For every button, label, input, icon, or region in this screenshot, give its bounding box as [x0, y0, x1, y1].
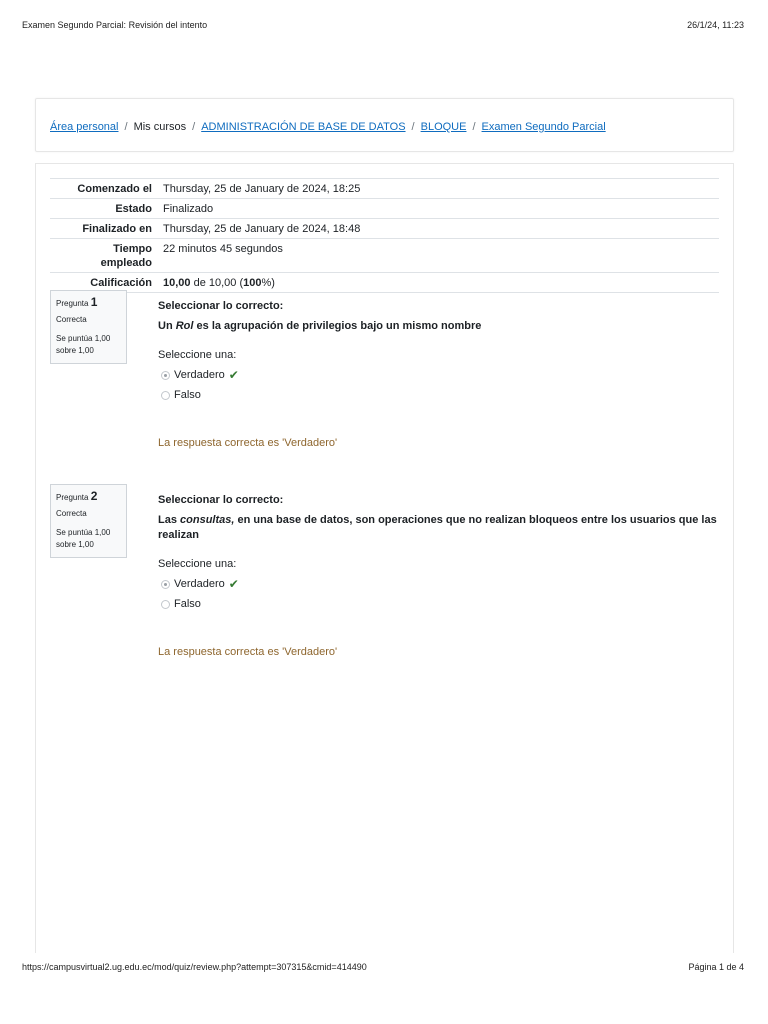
option-falso[interactable] — [158, 597, 720, 611]
question-1-info — [50, 290, 127, 364]
question-text — [158, 319, 720, 334]
question-text-part: Un — [158, 320, 176, 332]
option-label: Falso — [174, 389, 201, 401]
summary-value: Thursday, 25 de January de 2024, 18:48 — [163, 223, 361, 235]
breadcrumb — [50, 121, 606, 133]
question-grade-line: sobre 1,00 — [56, 540, 94, 549]
question-number: 2 — [90, 489, 98, 503]
question-state: Correcta — [56, 315, 87, 324]
radio-unchecked-icon[interactable] — [161, 391, 170, 400]
question-1-content — [158, 299, 720, 450]
question-grade-line: Se puntúa 1,00 — [56, 528, 111, 537]
radio-unchecked-icon[interactable] — [161, 600, 170, 609]
question-prompt: Seleccionar lo correcto: — [158, 300, 284, 312]
summary-label-line: Tiempo — [113, 243, 152, 255]
summary-row-time — [50, 239, 719, 273]
summary-label: Finalizado en — [82, 223, 152, 235]
question-grade-line: sobre 1,00 — [56, 346, 94, 355]
question-label: Pregunta — [56, 299, 89, 308]
question-feedback: La respuesta correcta es 'Verdadero' — [158, 437, 338, 449]
grade-percent: 100 — [243, 277, 262, 289]
option-verdadero[interactable] — [158, 577, 720, 591]
question-prompt: Seleccionar lo correcto: — [158, 494, 284, 506]
radio-checked-icon[interactable] — [161, 371, 170, 380]
question-text-part: es la agrupación de privilegios bajo un mismo nombre — [193, 320, 482, 332]
question-text-emphasis: Rol — [175, 320, 194, 332]
print-datetime: 26/1/24, 11:23 — [687, 20, 744, 30]
summary-row-started — [50, 179, 719, 199]
grade-mid: de 10,00 ( — [193, 277, 244, 289]
summary-row-finished — [50, 219, 719, 239]
breadcrumb-course[interactable]: ADMINISTRACIÓN DE BASE DE DATOS — [201, 121, 406, 133]
print-page-number: Página 1 de 4 — [688, 962, 744, 972]
attempt-summary-table — [50, 178, 719, 293]
summary-value: 22 minutos 45 segundos — [163, 243, 283, 255]
summary-label — [50, 239, 158, 273]
summary-label-line: empleado — [100, 257, 152, 269]
breadcrumb-separator: / — [124, 121, 128, 133]
option-label: Verdadero — [174, 369, 225, 381]
question-text-part: en una base de datos, son operaciones que no realizan bloqueos entre los usuarios que las realizan — [158, 514, 717, 541]
option-falso[interactable] — [158, 388, 720, 402]
breadcrumb-mis-cursos: Mis cursos — [133, 121, 187, 133]
select-one-label: Seleccione una: — [158, 558, 237, 570]
select-one-label: Seleccione una: — [158, 349, 237, 361]
question-text-emphasis: consultas, — [180, 514, 235, 526]
summary-label: Calificación — [90, 277, 152, 289]
summary-label: Comenzado el — [77, 183, 152, 195]
question-feedback: La respuesta correcta es 'Verdadero' — [158, 646, 338, 658]
breadcrumb-quiz[interactable]: Examen Segundo Parcial — [481, 121, 606, 133]
summary-value: Thursday, 25 de January de 2024, 18:25 — [163, 183, 361, 195]
grade-end: %) — [261, 277, 275, 289]
breadcrumb-separator: / — [192, 121, 196, 133]
question-text — [158, 513, 720, 543]
summary-row-state — [50, 199, 719, 219]
print-header — [22, 20, 744, 32]
question-label: Pregunta — [56, 493, 89, 502]
question-2-content — [158, 493, 720, 659]
breadcrumb-area-personal[interactable]: Área personal — [50, 121, 119, 133]
option-label: Verdadero — [174, 578, 225, 590]
question-state: Correcta — [56, 509, 87, 518]
question-text-part: Las — [158, 514, 181, 526]
summary-label: Estado — [115, 203, 152, 215]
print-url: https://campusvirtual2.ug.edu.ec/mod/quiz/review.php?attempt=307315&cmid=414490 — [22, 962, 367, 972]
option-label: Falso — [174, 598, 201, 610]
breadcrumb-card — [35, 98, 734, 152]
summary-value: Finalizado — [163, 203, 214, 215]
option-verdadero[interactable] — [158, 368, 720, 382]
question-2-info — [50, 484, 127, 558]
check-icon: ✔ — [228, 577, 239, 591]
summary-value — [158, 273, 719, 293]
print-footer — [22, 962, 744, 974]
check-icon: ✔ — [228, 368, 239, 382]
grade-score: 10,00 — [163, 277, 191, 289]
print-page-title: Examen Segundo Parcial: Revisión del intento — [22, 20, 208, 30]
breadcrumb-separator: / — [411, 121, 415, 133]
radio-checked-icon[interactable] — [161, 580, 170, 589]
question-number: 1 — [90, 295, 98, 309]
summary-row-grade — [50, 273, 719, 293]
question-grade-line: Se puntúa 1,00 — [56, 334, 111, 343]
breadcrumb-separator: / — [472, 121, 476, 133]
breadcrumb-bloque[interactable]: BLOQUE — [420, 121, 467, 133]
